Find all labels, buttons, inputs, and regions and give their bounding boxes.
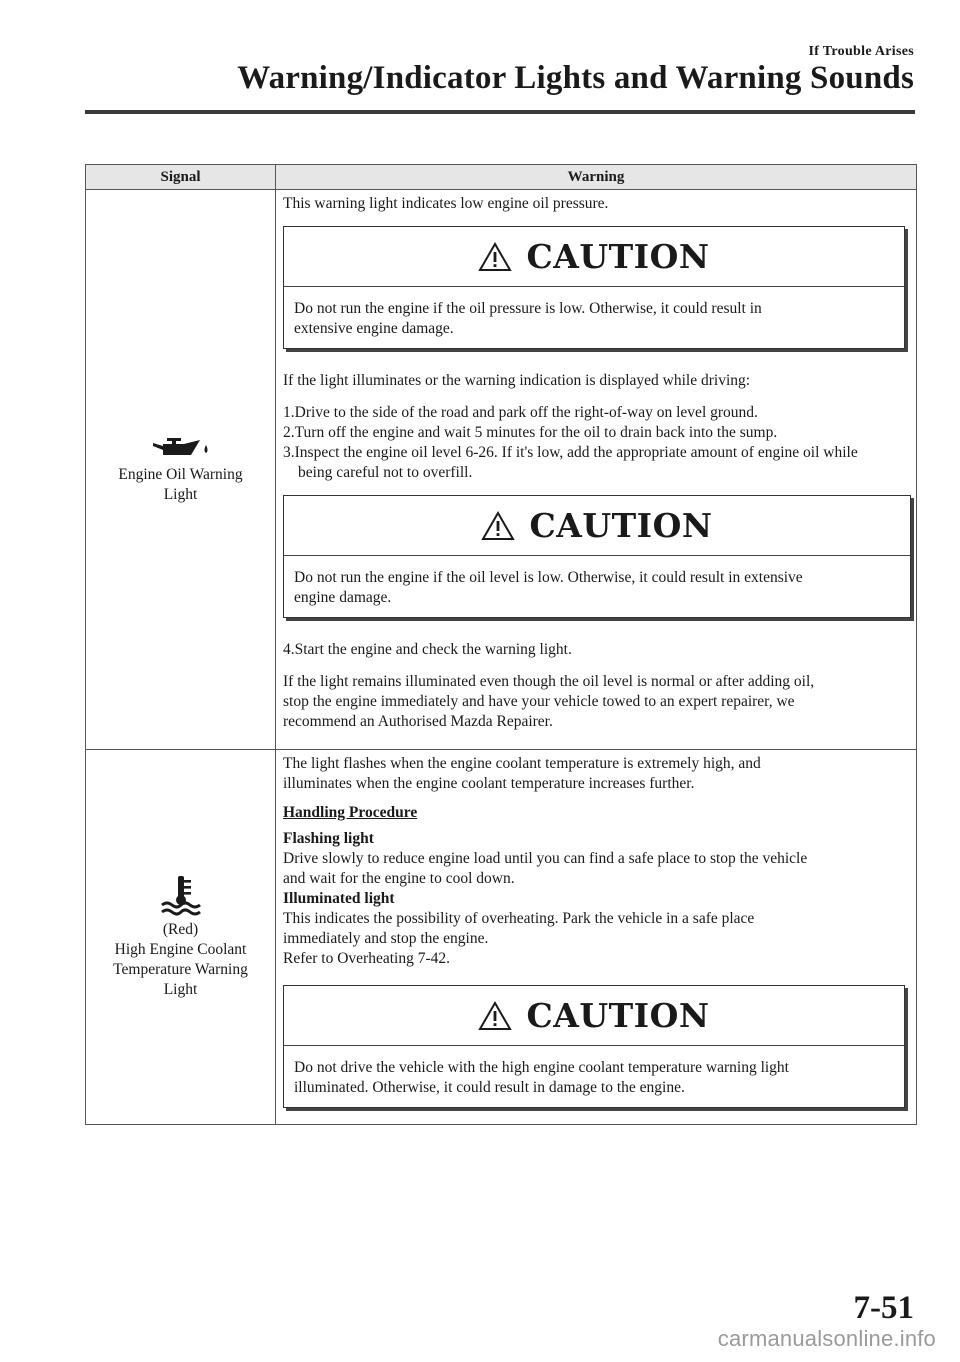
warning-triangle-icon (481, 511, 515, 541)
signal-label-line: Light (163, 981, 198, 998)
warning-triangle-icon (478, 242, 512, 272)
caution-title: CAUTION (526, 236, 710, 276)
caution-body (284, 1046, 904, 1107)
caution-text-line: Do not drive the vehicle with the high engine coolant temperature warning light (294, 1059, 789, 1076)
illuminated-light-heading: Illuminated light (283, 890, 395, 907)
remains-text-line: If the light remains illuminated even though the oil level is normal or after adding oil, (283, 673, 815, 690)
col-header-warning: Warning (276, 165, 917, 190)
oil-step: 4.Start the engine and check the warning light. (283, 641, 572, 658)
caution-text-line: illuminated. Otherwise, it could result in damage to the engine. (294, 1079, 685, 1096)
oil-intro-text: This warning light indicates low engine oil pressure. (283, 195, 609, 212)
remains-text-line: recommend an Authorised Mazda Repairer. (283, 713, 553, 730)
page-title: Warning/Indicator Lights and Warning Sounds (237, 60, 914, 96)
engine-oil-can-icon (150, 435, 212, 461)
oil-step: 3.Inspect the engine oil level 6-26. If it's low, add the appropriate amount of engine oil while being careful not to overfill. (283, 444, 858, 481)
page-number: 7-51 (853, 1290, 914, 1326)
caution-text-line: engine damage. (294, 589, 392, 606)
coolant-intro-line: The light flashes when the engine coolant temperature is extremely high, and (283, 755, 761, 772)
illuminated-text-line: This indicates the possibility of overheating. Park the vehicle in a safe place (283, 910, 755, 927)
col-header-signal: Signal (86, 165, 276, 190)
signal-label-line: Temperature Warning (113, 961, 248, 978)
warning-cell-engine-oil (276, 190, 917, 750)
warning-triangle-icon (478, 1001, 512, 1031)
signal-label-line: Engine Oil Warning (118, 465, 243, 483)
oil-step: 2.Turn off the engine and wait 5 minutes for the oil to drain back into the sump. (283, 424, 778, 441)
handling-procedure-heading: Handling Procedure (283, 804, 418, 821)
flashing-text-line: and wait for the engine to cool down. (283, 870, 515, 887)
table-row-engine-oil (86, 190, 917, 750)
watermark: carmanualsonline.info (717, 1326, 936, 1351)
flashing-text-line: Drive slowly to reduce engine load until you can find a safe place to stop the vehicle (283, 850, 808, 867)
signal-cell-engine-oil (86, 190, 276, 750)
caution-header (284, 227, 904, 287)
section-label: If Trouble Arises (808, 44, 914, 59)
caution-text-line: Do not run the engine if the oil pressure is low. Otherwise, it could result in (294, 300, 762, 317)
header-rule (85, 110, 915, 114)
flashing-light-heading: Flashing light (283, 830, 374, 847)
signal-color-note: (Red) (162, 921, 199, 938)
signal-label-line: Light (163, 485, 198, 503)
table-row-coolant (86, 750, 917, 1125)
illuminated-text-line: Refer to Overheating 7-42. (283, 950, 450, 967)
caution-title: CAUTION (526, 995, 710, 1035)
remains-text-line: stop the engine immediately and have your vehicle towed to an expert repairer, we (283, 693, 795, 710)
warning-cell-coolant (276, 750, 917, 1125)
caution-box (283, 226, 905, 349)
caution-text-line: Do not run the engine if the oil level is low. Otherwise, it could result in extensive (294, 569, 803, 586)
caution-box (283, 985, 905, 1108)
illuminated-text-line: immediately and stop the engine. (283, 930, 489, 947)
signal-cell-coolant (86, 750, 276, 1125)
oil-step: 1.Drive to the side of the road and park off the right-of-way on level ground. (283, 404, 758, 421)
caution-body (284, 287, 904, 348)
caution-header (284, 986, 904, 1046)
coolant-temperature-icon (159, 874, 203, 916)
table-header-row (86, 165, 917, 190)
caution-header (284, 496, 910, 556)
caution-title: CAUTION (529, 505, 713, 545)
signal-label-line: High Engine Coolant (114, 941, 247, 958)
while-driving-text: If the light illuminates or the warning indication is displayed while driving: (283, 372, 751, 389)
caution-body (284, 556, 910, 617)
caution-text-line: extensive engine damage. (294, 320, 454, 337)
caution-box (283, 495, 911, 618)
coolant-intro-line: illuminates when the engine coolant temperature increases further. (283, 775, 695, 792)
warning-lights-table (85, 164, 917, 1125)
